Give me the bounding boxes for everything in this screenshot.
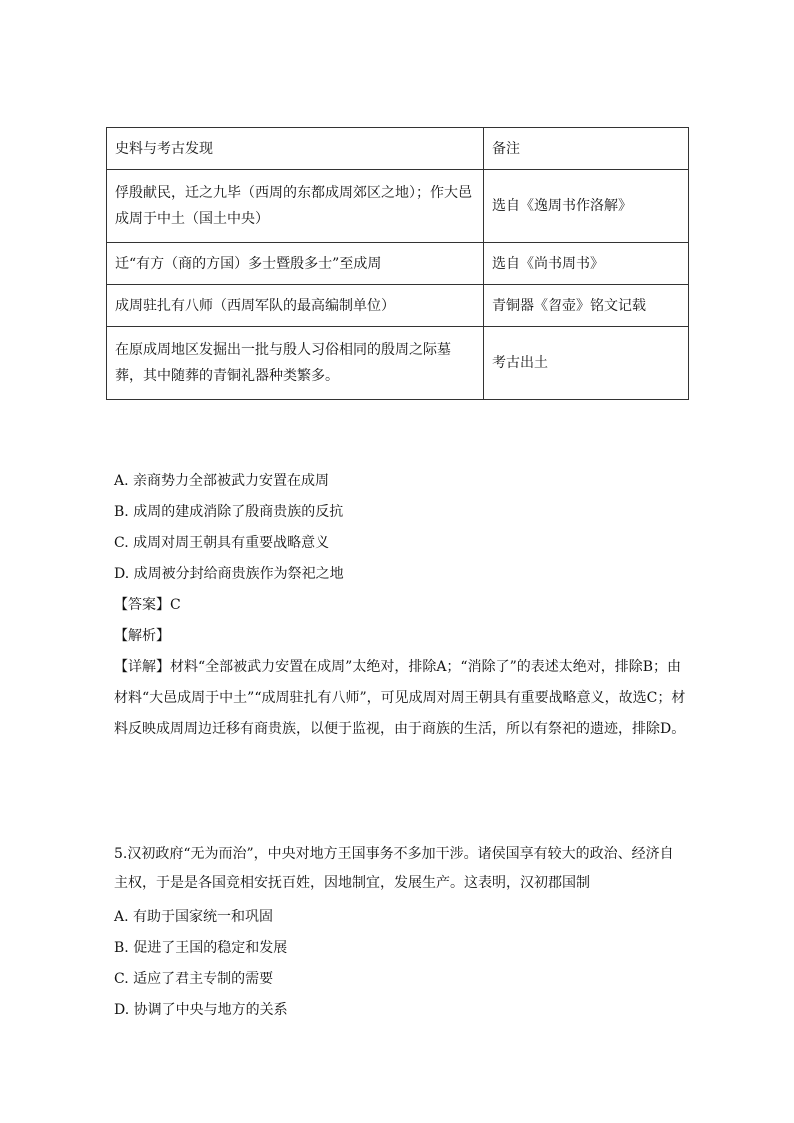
q5-option-a: A. 有助于国家统一和巩固 — [114, 909, 274, 925]
table-row — [107, 243, 689, 285]
q5-option-b: B. 促进了王国的稳定和发展 — [114, 940, 288, 956]
table-cell-note: 青铜器《曶壶》铭文记载 — [484, 285, 689, 327]
table-cell-source: 在原成周地区发掘出一批与殷人习俗相同的殷周之际墓葬，其中随葬的青铜礼器种类繁多。 — [107, 327, 484, 400]
table-header-cell: 史料与考古发现 — [107, 128, 484, 170]
q5-option-c: C. 适应了君主专制的需要 — [114, 971, 274, 987]
table-cell-note: 选自《逸周书作洛解》 — [484, 170, 689, 243]
table-cell-note: 考古出土 — [484, 327, 689, 400]
q5-option-d: D. 协调了中央与地方的关系 — [114, 1002, 288, 1018]
q4-option-a: A. 亲商势力全部被武力安置在成周 — [114, 473, 330, 489]
table-header-cell: 备注 — [484, 128, 689, 170]
q4-option-b: B. 成周的建成消除了殷商贵族的反抗 — [114, 504, 344, 520]
table-cell-source: 迁“有方（商的方国）多士暨殷多士”至成周 — [107, 243, 484, 285]
q4-detail: 【详解】材料“全部被武力安置在成周”太绝对，排除A；“消除了”的表述太绝对，排除B；由材料“大邑成周于中土”“成周驻扎有八师”，可见成周对周王朝具有重要战略意义，故选C；材料反映成周周边迁移有商贵族，以便于监视，由于商族的生活，所以有祭祀的遗迹，排除D。 — [114, 659, 686, 737]
table-header-row — [107, 128, 689, 170]
source-table — [106, 127, 689, 400]
table-row — [107, 285, 689, 327]
table-cell-source: 俘殷献民，迁之九毕（西周的东都成周郊区之地）；作大邑成周于中土（国土中央） — [107, 170, 484, 243]
q4-answer: 【答案】C — [114, 597, 181, 613]
q4-option-c: C. 成周对周王朝具有重要战略意义 — [114, 535, 330, 551]
table-cell-source: 成周驻扎有八师（西周军队的最高编制单位） — [107, 285, 484, 327]
table-row — [107, 327, 689, 400]
q5-stem: 5.汉初政府“无为而治”，中央对地方王国事务不多加干涉。诸侯国享有较大的政治、经济自主权，于是是各国竞相安抚百姓，因地制宜，发展生产。这表明，汉初郡国制 — [114, 846, 674, 891]
table-row — [107, 170, 689, 243]
q4-analysis-label: 【解析】 — [114, 628, 170, 644]
q4-option-d: D. 成周被分封给商贵族作为祭祀之地 — [114, 566, 344, 582]
table-cell-note: 选自《尚书周书》 — [484, 243, 689, 285]
